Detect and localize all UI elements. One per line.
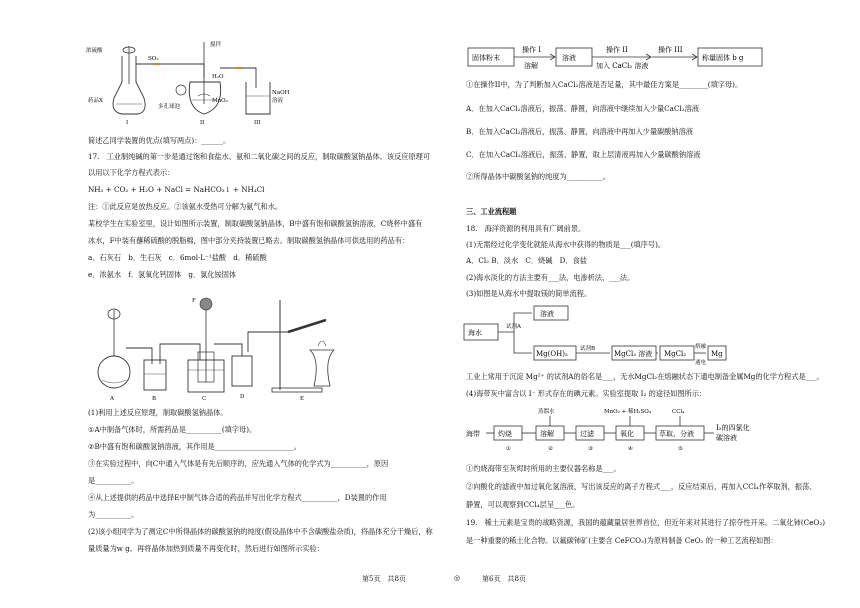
flow3-result-2: 碳溶液 [716,434,737,442]
flow3-ccl4: CCl₄ [672,409,685,415]
q17-line1: 17. 工业制纯碱的第一步是通过饱和食盐水、氨和二氧化碳之间的反应，制取碳酸氢钠晶体。该反应原理可 [88,152,431,161]
apparatus-b-label: B [152,396,157,402]
flow1-solution: 溶液 [562,54,576,62]
q17-sub1: (1)利用上述反应原理，制取碳酸氢钠晶体。 [88,408,228,417]
flow1-operation-1: 操作 I [522,46,541,54]
flow2-seawater: 海水 [468,329,482,337]
q17-sub1-d2: 为__________。 [88,510,139,519]
flow3-mno2-h2so4: MnO₂ + 稀H₂SO₄ [604,409,651,415]
q19-line1: 19. 稀土元素是宝贵的战略资源，我国的蕴藏量居世界首位，但近年来对其进行了掠夺性开采。二氧化铈(CeO₂) [466,518,826,527]
section-industrial-flow: 三、工业流程题 [466,207,517,216]
flow3-num-3: ③ [588,446,593,452]
q18-line0: 18. 海洋资源的利用具有广阔前景。 [466,224,586,233]
q16-tail: 简述乙同学装置的优点(填写两点)：______。 [88,136,231,145]
q17-sub2-cont: 量质量为w g。再将晶体加热到质量不再变化时，然后进行如图所示实验： [88,544,324,553]
q17-sub1-a: ①A中制备气体时，所需药品是__________(填字母)。 [88,425,257,434]
footer-left-page: 第5页 共8页 [362,575,406,583]
flow2-reagent-a: 试剂A [506,324,521,330]
flow3-step-burn: 灼烧 [498,430,512,438]
flow3-num-1: ① [506,446,511,452]
q17-sub1-b: ②B中盛有饱和碳酸氢钠溶液，其作用是______________________。 [88,442,301,451]
q17-options-1: a．石灰石 b．生石灰 c．6mol·L⁻¹盐酸 d．稀硫酸 [88,253,267,262]
flow3-step-extract: 萃取、分液 [659,430,694,438]
q17-sub2: (2)该小组同学为了测定C中所得晶体的碳酸氢钠的纯度(假设晶体中不含碳酸盐杂质)，将晶体充分干燥后，称 [88,527,433,536]
q17-sub2-b: ②所得晶体中碳酸氢钠的纯度为__________。 [466,172,610,181]
iodine-flowchart [464,404,764,460]
flow2-mgcl2: MgCl₂ [664,350,687,358]
mno2-label: MnO₂ [212,98,228,104]
flow3-step-filter: 过滤 [580,430,594,438]
apparatus-iii-label: III [254,120,261,126]
apparatus-a-label: A [110,396,114,402]
apparatus-i-label: I [126,120,129,126]
flow3-num-5: ⑤ [678,446,683,452]
q18-iodine-intro: (4)海带灰中富含以 I⁻ 形式存在的碘元素。实验室提取 I₂ 的途径如图所示： [466,389,707,398]
flow2-solution: 溶液 [540,310,554,318]
naoh-label: NaOH [272,90,290,96]
center-mark-icon: ◎ [454,574,461,582]
q17-p1: 某校学生在实验室里，设计如图所示装置，制取碳酸氢钠晶体，B中盛有饱和碳酸氢钠溶液，C烧杯中盛有 [88,219,423,228]
flow1-operation-2: 操作 II [606,46,628,54]
q18-line2: A．Cl₂ B．淡水 C．烧碱 D．食盐 [466,256,587,265]
q17-options-2: e．浓氨水 f．氢氧化钙固体 g．氯化铵固体 [88,270,237,279]
stirrer-label: 搅拌 [210,42,222,48]
q19-line2: 是一种重要的稀土化合物。以氟碳铈矿(主要含 CeFCO₃)为原料制备 CeO₂ 的一种工艺流程如图： [466,536,778,545]
flow2-electrolysis: 通电 [695,360,707,366]
flow1-solid-powder: 固体粉末 [472,54,500,62]
flow3-result-1: I₂的四氯化 [716,424,750,432]
flow2-mgcl2-solution: MgCl₂ 溶液 [614,350,653,358]
q18-mg-question: 工业上常用于沉淀 Mg²⁺ 的试剂A的俗名是___，无水MgCl₂在熔融状态下通电制备金属Mg的化学方程式是___。 [466,372,824,381]
apparatus-c-label: C [202,396,207,402]
q17-sub1-d: ④从上述提供的药品中选择E中制气体合适的药品并写出化学方程式__________，D装置的作用 [88,493,387,502]
q17-line2: 以用以下化学方程式表示： [88,168,175,177]
flow1-weigh-solid: 称量固体 b g [702,54,744,62]
so2-label: SO₂ [148,56,159,62]
q18-line1: (1)无需经过化学变化就能从海水中获得的物质是___(填序号)。 [466,240,666,249]
q18-iodine-q2-cont: 静置，可以观察到CCl₄层呈___色。 [466,500,580,509]
footer-right-page: 第6页 共8页 [482,575,526,583]
naoh-solution-label: 溶液 [272,98,284,104]
flow2-molten: 熔融 [695,344,707,350]
apparatus-figure-1 [86,38,336,128]
q18-line4: (3)如图是从海水中提取镁的简单流程。 [466,289,592,298]
drug-x-label: 药品X [88,98,103,104]
q18-iodine-q1: ①灼烧海带至灰烬时所用的主要仪器名称是___。 [466,464,621,473]
flow1-dissolve: 溶解 [524,62,538,70]
flow2-mgoh2: Mg(OH)₂ [536,350,568,358]
apparatus-d-label: D [240,394,245,400]
apparatus-ii-label: II [200,120,205,126]
flow3-num-4: ④ [628,446,633,452]
q17-sub1-c: ③在实验过程中，向C中通入气体是有先后顺序的，应先通入气体的化学式为__________，原因 [88,459,389,468]
h2o-label: H₂O [212,74,224,80]
concentrated-acid-label: 浓硫酸 [86,48,103,54]
q17-option-a: A．在加入CaCl₂溶液后，振荡、静置，向溶液中继续加入少量CaCl₂溶液 [466,104,699,113]
q18-iodine-q2: ②向酸化的滤液中加过氧化氢溶液，写出该反应的离子方程式___，反应结束后，再加入CCl₄作萃取剂，振荡、 [466,482,817,491]
flow3-step-oxidize: 氧化 [620,430,634,438]
flow2-reagent-b: 试剂B [580,346,596,352]
q17-note: 注：①此反应是放热反应。②该氨水受热可分解为氨气和水。 [88,202,283,211]
q17-sub2-a: ①在操作II中，为了判断加入CaCl₂溶液是否足量，其中最佳方案是________(填字母)。 [466,80,743,89]
apparatus-f-label: F [192,298,196,304]
flow3-step-dissolve: 溶解 [540,430,554,438]
flow3-seaweed: 海带 [466,430,480,438]
q17-p2: 冰水，F中装有蘸稀硫酸的脱脂棉，图中部分夹持装置已略去。制取碳酸氢钠晶体可供选用的药品有： [88,236,410,245]
q18-line3: (2)海水淡化的方法主要有___法、电渗析法、___法。 [466,273,635,282]
q17-option-b: B．在加入CaCl₂溶液后，振荡、静置，向溶液中再加入少量碳酸钠溶液 [466,127,693,136]
apparatus-e-label: E [300,396,305,402]
flow2-mg: Mg [711,350,723,358]
apparatus-figure-2 [92,290,352,402]
flow3-distilled-water: 蒸馏水 [538,409,555,415]
flow1-add-cacl2: 加入 CaCl₂ 溶液 [596,62,649,70]
porous-bulb-label: 多孔球泡 [158,104,181,110]
q17-sub1-c2: 是__________。 [88,476,139,485]
magnesium-flowchart [462,304,732,366]
flow3-num-2: ② [548,446,553,452]
flow1-operation-3: 操作 III [658,46,683,54]
weighing-flowchart [466,40,766,76]
q17-option-c: C．在加入CaCl₂溶液后，振荡、静置，取上层清液再加入少量碳酸钠溶液 [466,150,701,159]
q17-equation: NH₃ + CO₂ + H₂O + NaCl = NaHCO₃↓ + NH₄Cl [88,185,265,194]
